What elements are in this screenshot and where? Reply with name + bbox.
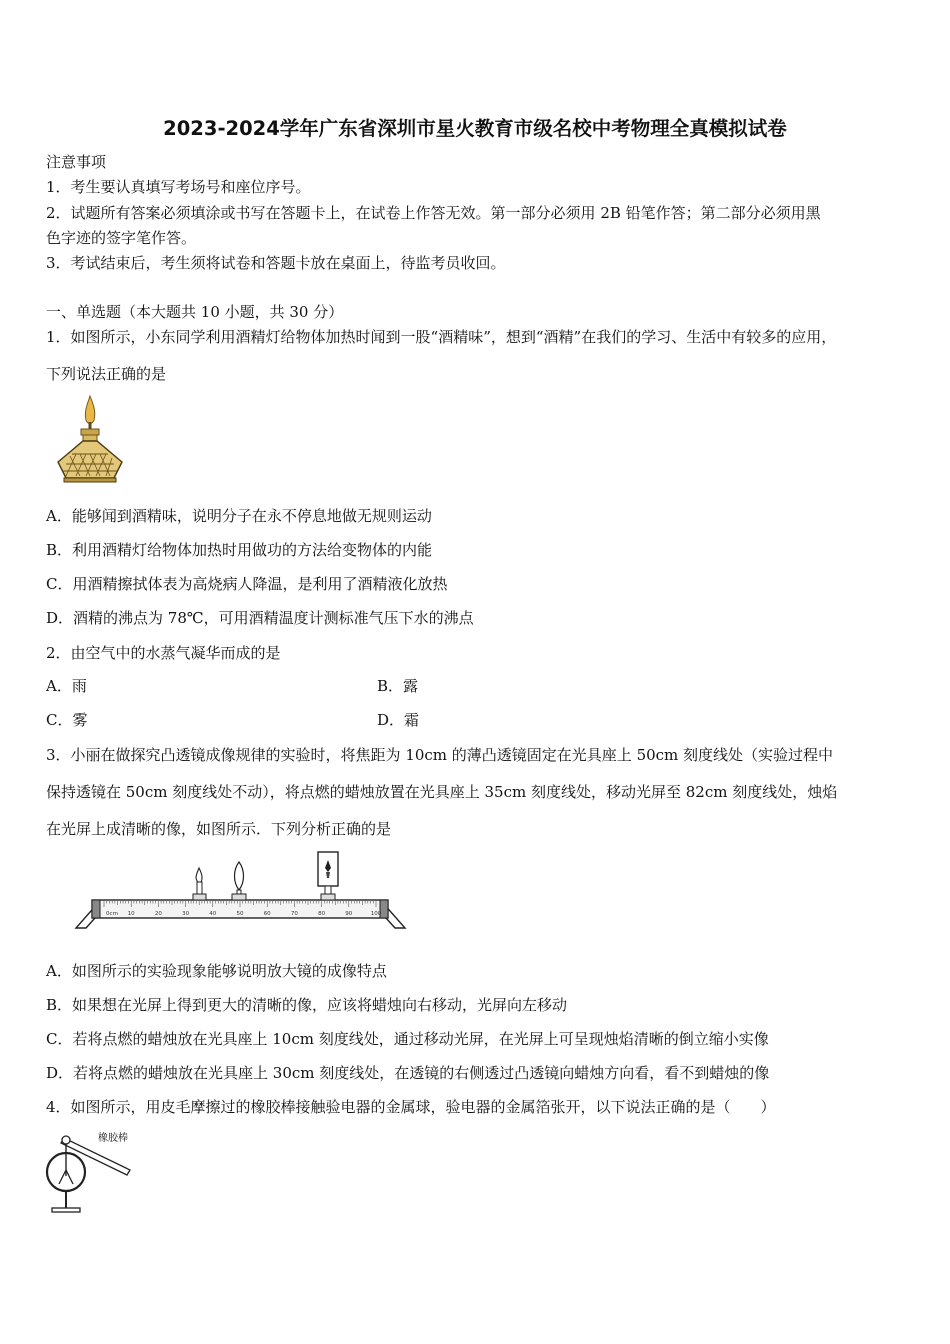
q1-option-d: D．酒精的沸点为 78℃，可用酒精温度计测标准气压下水的沸点 <box>46 609 474 627</box>
ruler-label: 10 <box>127 911 135 917</box>
ruler-label: 0cm <box>106 911 118 917</box>
notice-heading: 注意事项 <box>46 153 107 171</box>
q3-option-c: C．若将点燃的蜡烛放在光具座上 10cm 刻度线处，通过移动光屏，在光屏上可呈现烛焰清晰的倒立缩小实像 <box>46 1030 769 1048</box>
q4-stem: 4．如图所示，用皮毛摩擦过的橡胶棒接触验电器的金属球，验电器的金属箔张开，以下说法正确的是（ ） <box>46 1098 776 1116</box>
q3-option-d: D．若将点燃的蜡烛放在光具座上 30cm 刻度线处，在透镜的右侧透过凸透镜向蜡烛方向看，看不到蜡烛的像 <box>46 1064 770 1082</box>
q2-option-d: D．霜 <box>377 711 420 729</box>
q3-option-b: B．如果想在光屏上得到更大的清晰的像，应该将蜡烛向右移动，光屏向左移动 <box>46 996 568 1014</box>
ruler-label: 20 <box>154 911 162 917</box>
convex-lens <box>232 862 246 900</box>
rubber-rod-label: 橡胶棒 <box>98 1133 128 1144</box>
notice-item-3: 3．考试结束后，考生须将试卷和答题卡放在桌面上，待监考员收回。 <box>46 254 506 272</box>
ruler-label: 100 <box>370 911 382 917</box>
light-screen <box>318 852 338 900</box>
ruler-label: 90 <box>345 911 353 917</box>
notice-item-1: 1．考生要认真填写考场号和座位序号。 <box>46 178 311 196</box>
q3-stem-line3: 在光屏上成清晰的像，如图所示．下列分析正确的是 <box>46 820 392 838</box>
q2-option-a: A．雨 <box>46 677 87 695</box>
notice-item-2-cont: 色字迹的签字笔作答。 <box>46 229 197 247</box>
q1-option-c: C．用酒精擦拭体表为高烧病人降温，是利用了酒精液化放热 <box>46 575 448 593</box>
q1-stem-line1: 1．如图所示，小东同学利用酒精灯给物体加热时闻到一股“酒精味”，想到“酒精”在我们的学习、生活中有较多的应用， <box>46 328 837 346</box>
ruler-label: 40 <box>209 911 217 917</box>
optical-bench-figure <box>70 848 415 932</box>
q3-option-a: A．如图所示的实验现象能够说明放大镜的成像特点 <box>46 962 387 980</box>
ruler-label: 70 <box>290 911 298 917</box>
q2-option-b: B．露 <box>377 677 419 695</box>
q3-stem-line1: 3．小丽在做探究凸透镜成像规律的实验时，将焦距为 10cm 的薄凸透镜固定在光具座上 50cm 刻度线处（实验过程中 <box>46 746 834 764</box>
q1-option-a: A．能够闻到酒精味，说明分子在永不停息地做无规则运动 <box>46 507 432 525</box>
q1-option-b: B．利用酒精灯给物体加热时用做功的方法给变物体的内能 <box>46 541 433 559</box>
ruler-label: 80 <box>318 911 326 917</box>
ruler-label: 30 <box>182 911 190 917</box>
section-heading: 一、单选题（本大题共 10 小题，共 30 分） <box>46 303 344 321</box>
alcohol-lamp-figure <box>50 392 130 484</box>
q3-stem-line2: 保持透镜在 50cm 刻度线处不动），将点燃的蜡烛放置在光具座上 35cm 刻度线处，移动光屏至 82cm 刻度线处，烛焰 <box>46 783 838 801</box>
ruler-label: 50 <box>236 911 244 917</box>
page-title: 2023-2024学年广东省深圳市星火教育市级名校中考物理全真模拟试卷 <box>163 117 787 140</box>
candle <box>193 868 206 900</box>
q2-option-c: C．雾 <box>46 711 88 729</box>
notice-item-2: 2．试题所有答案必须填涂或书写在答题卡上，在试卷上作答无效。第一部分必须用 2B 铅笔作答；第二部分必须用黑 <box>46 204 821 222</box>
q2-stem: 2．由空气中的水蒸气凝华而成的是 <box>46 644 281 662</box>
q1-stem-line2: 下列说法正确的是 <box>46 365 167 383</box>
ruler-label: 60 <box>263 911 271 917</box>
